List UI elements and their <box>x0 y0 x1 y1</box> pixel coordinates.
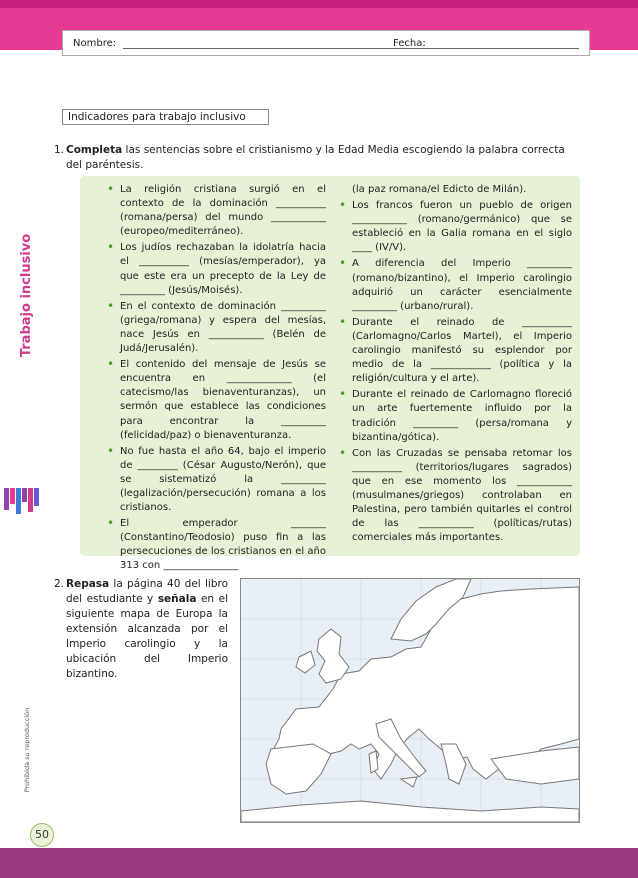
side-bar <box>28 488 33 512</box>
question-1-keyword: Completa <box>66 144 123 156</box>
bullet-icon: • <box>339 314 347 329</box>
bullet-icon: • <box>107 240 115 255</box>
bullet-icon: • <box>107 357 115 372</box>
question-2-number: 2. <box>54 578 65 590</box>
date-label: Fecha: <box>393 38 426 49</box>
bullet-icon: • <box>107 298 115 313</box>
list-item-text: Los judíos rechazaban la idolatría hacia el __________ (mesías/emperador), ya que este era un precepto de la Ley de _________ (Jesús/Moisés). <box>120 242 326 296</box>
list-item-text: El contenido del mensaje de Jesús se encuentra en _____________ (el catecismo/las bienaventuranzas), un sermón que establece las condiciones para encontrar la _________ (felicidad/paz) o bienaventuranza. <box>120 359 326 441</box>
list-item-text: El emperador _______ (Constantino/Teodosio) puso fin a las persecuciones de los cristianos en el año 313 con _______________ <box>120 518 326 572</box>
list-item <box>106 183 326 239</box>
europe-map[interactable] <box>240 578 580 823</box>
list-item-text: Con las Cruzadas se pensaba retomar los __________ (territorios/lugares sagrados) que en ese momento los ___________ (musulmanes/griegos) controlaban en Palestina, pero también quitarles el control de las ___________ (políticas/rutas) comerciales más importantes. <box>352 447 572 544</box>
list-item <box>338 199 572 255</box>
left-column <box>106 183 326 576</box>
bullet-icon: • <box>339 256 347 271</box>
name-date-header <box>62 30 590 56</box>
page-number: 50 <box>30 823 54 847</box>
side-bar <box>16 488 21 514</box>
list-item <box>338 257 572 313</box>
question-1-number: 1. <box>54 144 65 156</box>
question-2 <box>54 577 228 682</box>
copyright-notice <box>20 690 34 810</box>
top-decorative-strip <box>0 0 638 8</box>
list-item-text: No fue hasta el año 64, bajo el imperio de ________ (César Augusto/Nerón), que se sistematizó la _________ (legalización/persecución) romana a los cristianos. <box>120 445 326 514</box>
exercise-box <box>80 176 580 572</box>
list-item-text: Los francos fueron un pueblo de origen ___________ (romano/germánico) que se estableció en la Galia romana en el siglo ____ (IV/V). <box>352 200 572 254</box>
list-item <box>106 358 326 443</box>
section-title-box <box>62 109 269 125</box>
list-item <box>106 517 326 573</box>
copyright-text: Prohibida su reproducción <box>23 707 31 793</box>
question-1-instruction <box>66 143 579 173</box>
side-bar <box>34 488 39 506</box>
name-label: Nombre: <box>73 38 117 49</box>
list-item-text: La religión cristiana surgió en el contexto de la dominación __________ (romana/persa) del mundo ___________ (europeo/mediterráneo). <box>120 184 326 238</box>
list-item <box>106 300 326 356</box>
bullet-icon: • <box>107 443 115 458</box>
question-1 <box>54 143 579 173</box>
list-item <box>338 316 572 386</box>
bullet-icon: • <box>339 387 347 402</box>
bullet-icon: • <box>107 516 115 531</box>
list-item <box>338 388 572 444</box>
side-bar <box>4 488 9 510</box>
list-item-text: A diferencia del Imperio _________ (romano/bizantino), el Imperio carolingio adquirió un carácter esencialmente _________ (urbano/rural). <box>352 258 572 312</box>
side-bar <box>22 488 27 502</box>
bullet-icon: • <box>107 182 115 196</box>
bottom-decorative-band <box>0 848 638 878</box>
question-2-keyword-1: Repasa <box>66 578 110 590</box>
list-item-continuation: (la paz romana/el Edicto de Milán). <box>352 184 527 195</box>
section-side-label-text: Trabajo inclusivo <box>19 233 35 357</box>
right-column <box>338 183 572 547</box>
section-side-label <box>14 210 40 380</box>
list-item-text: En el contexto de dominación _________ (griega/romana) y espera del mesías, nace Jesús en ___________ (Belén de Judá/Jerusalén). <box>120 300 326 355</box>
question-2-text-2: en el siguiente mapa de Europa la extensión alcanzada por el Imperio carolingio y la ubicación del Imperio bizantino. <box>66 593 228 680</box>
europe-map-graphic <box>241 579 579 822</box>
list-item <box>106 241 326 297</box>
list-item-text: Durante el reinado de Carlomagno floreció un arte fuertemente influido por la tradición _________ (persa/romana y bizantina/gótica). <box>352 389 572 443</box>
section-title: Indicadores para trabajo inclusivo <box>68 111 246 123</box>
question-2-text-1: la página 40 del libro del estudiante y <box>66 578 228 605</box>
question-2-instruction <box>66 577 228 682</box>
list-item <box>338 447 572 546</box>
list-item-text: Durante el reinado de __________ (Carlomagno/Carlos Martel), el Imperio carolingio manifestó su esplendor por medio de la ____________ (política y la religión/cultura y el arte). <box>352 316 572 385</box>
list-item <box>106 445 326 515</box>
date-field[interactable] <box>429 48 579 49</box>
question-2-keyword-2: señala <box>157 593 197 605</box>
bullet-icon: • <box>339 198 347 213</box>
question-1-text: las sentencias sobre el cristianismo y la Edad Media escogiendo la palabra correcta del paréntesis. <box>66 144 565 171</box>
side-bar <box>10 488 15 504</box>
bullet-icon: • <box>339 445 347 460</box>
